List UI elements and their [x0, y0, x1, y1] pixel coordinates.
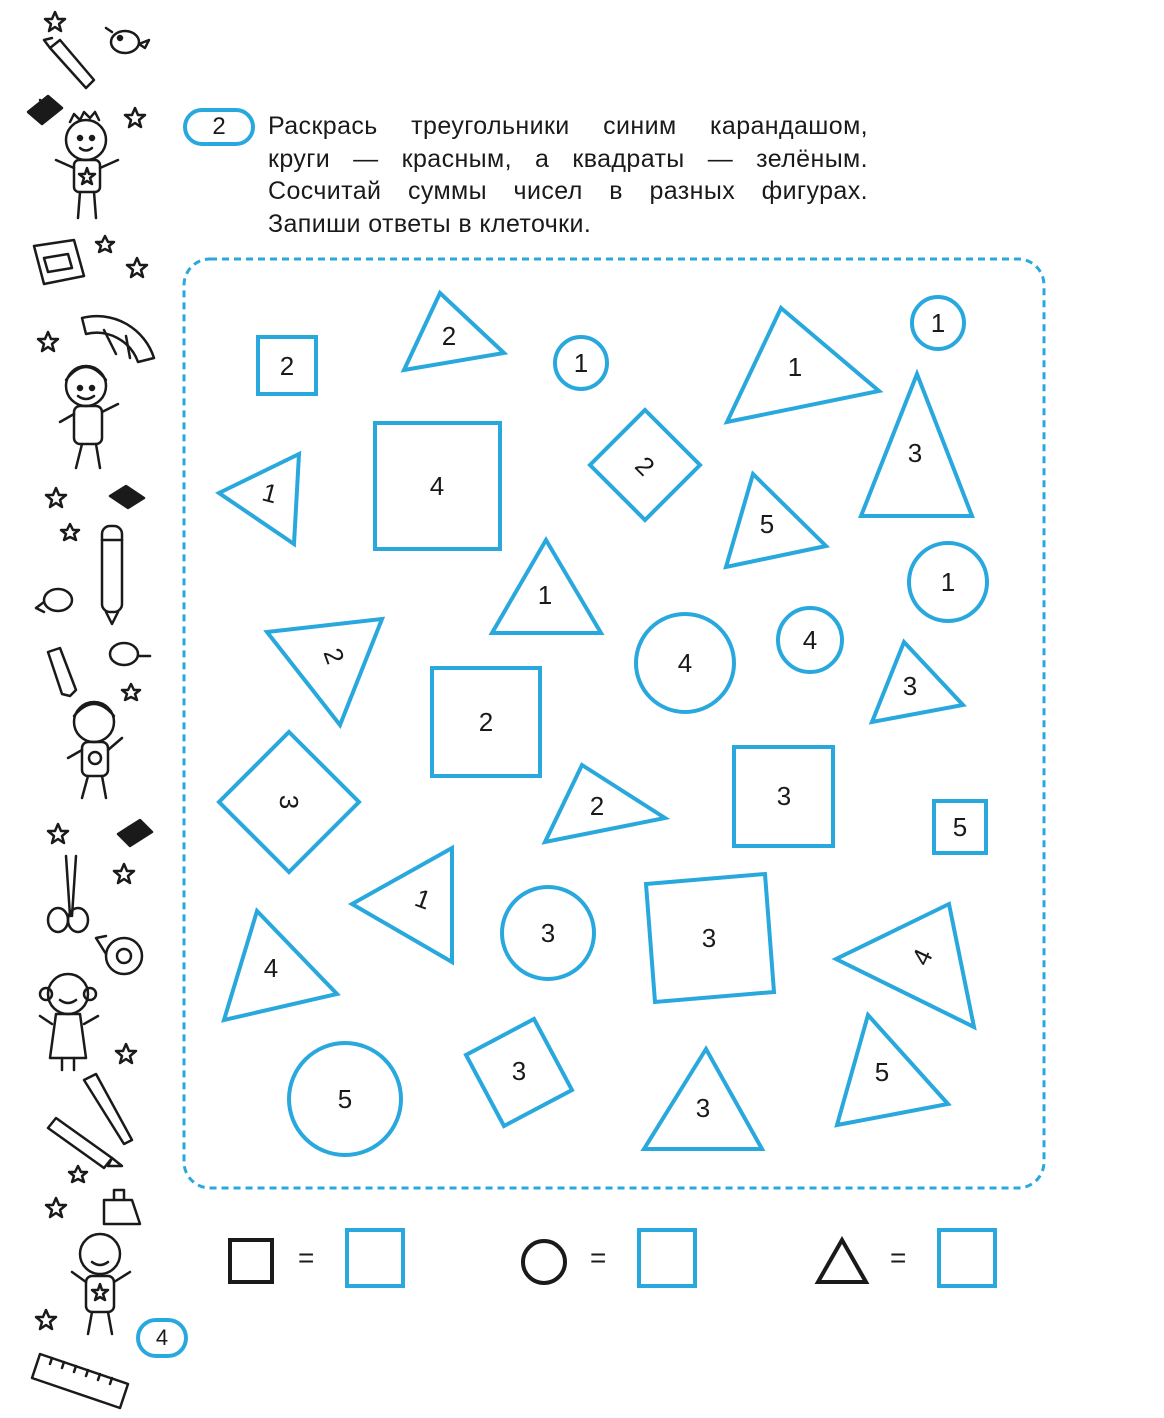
square-number: 3 [511, 1056, 527, 1086]
triangle-outline[interactable] [836, 904, 974, 1027]
circle-shape[interactable] [909, 543, 987, 621]
square-shape[interactable] [258, 337, 316, 394]
page-number-badge: 4 [136, 1318, 188, 1358]
square-sum-answer-box[interactable] [345, 1228, 405, 1288]
triangle-outline[interactable] [352, 848, 452, 962]
triangle-number: 5 [759, 509, 775, 539]
square-shape[interactable] [375, 423, 500, 549]
triangle-outline[interactable] [837, 1015, 948, 1125]
square-icon [228, 1238, 274, 1284]
triangle-shape[interactable] [836, 904, 974, 1027]
square-number: 3 [274, 794, 304, 810]
circle-number: 1 [940, 567, 956, 597]
circle-shape[interactable] [778, 608, 842, 672]
triangle-number: 1 [259, 476, 281, 510]
triangle-shape[interactable] [837, 1015, 948, 1125]
triangle-icon [814, 1236, 870, 1286]
equals-sign: = [590, 1242, 607, 1273]
equals-sign: = [890, 1242, 907, 1273]
triangle-number: 4 [263, 953, 279, 983]
circle-shape[interactable] [912, 297, 964, 349]
triangle-shape[interactable] [492, 540, 601, 633]
square-shape[interactable] [466, 1019, 572, 1126]
circle-shape[interactable] [289, 1043, 401, 1155]
triangle-outline[interactable] [727, 308, 879, 422]
circle-number: 4 [802, 625, 818, 655]
circle-number: 3 [540, 918, 556, 948]
triangle-shape[interactable] [545, 765, 665, 842]
square-number: 2 [478, 707, 494, 737]
equals-sign: = [298, 1242, 315, 1273]
instruction-line: Раскрась треугольники синим карандашом, [268, 112, 868, 140]
triangle-shape[interactable] [404, 293, 504, 370]
instruction-line: круги — красным, а квадраты — зелёным. [268, 144, 868, 173]
square-number: 3 [776, 781, 792, 811]
square-shape[interactable] [219, 732, 359, 872]
circle-shape[interactable] [636, 614, 734, 712]
triangle-outline[interactable] [726, 474, 826, 567]
triangle-number: 4 [905, 944, 939, 970]
triangle-number: 1 [787, 352, 803, 382]
triangle-shape[interactable] [644, 1049, 762, 1149]
square-shape[interactable] [432, 668, 540, 776]
triangle-shape[interactable] [352, 848, 452, 962]
triangle-number: 3 [695, 1093, 711, 1123]
square-number: 2 [279, 351, 295, 381]
square-number: 2 [629, 450, 661, 482]
triangle-outline[interactable] [267, 619, 382, 725]
triangle-shape[interactable] [267, 619, 382, 725]
triangle-number: 1 [537, 580, 553, 610]
triangle-shape[interactable] [224, 911, 337, 1020]
triangle-number: 5 [874, 1057, 890, 1087]
circle-icon [520, 1238, 568, 1286]
triangle-number: 3 [902, 671, 918, 701]
instruction-line: Запиши ответы в клеточки. [268, 209, 592, 238]
triangle-outline[interactable] [545, 765, 665, 842]
triangle-number: 1 [411, 882, 435, 916]
square-number: 3 [701, 923, 717, 953]
circle-number: 4 [677, 648, 693, 678]
square-number: 4 [429, 471, 445, 501]
triangle-shape[interactable] [861, 374, 972, 516]
square-shape[interactable] [590, 410, 700, 520]
triangle-number: 3 [907, 438, 923, 468]
triangle-number: 2 [589, 791, 605, 821]
triangle-shape[interactable] [726, 474, 826, 567]
task-number-badge: 2 [183, 108, 255, 146]
circle-number: 1 [930, 308, 946, 338]
square-number: 5 [952, 812, 968, 842]
triangle-shape[interactable] [872, 642, 963, 722]
triangle-shape[interactable] [219, 454, 299, 544]
square-shape[interactable] [646, 874, 774, 1002]
instruction-line: Сосчитай суммы чисел в разных фигурах. [268, 177, 868, 205]
triangle-outline[interactable] [219, 454, 299, 544]
triangle-shape[interactable] [727, 308, 879, 422]
triangle-outline[interactable] [872, 642, 963, 722]
circle-shape[interactable] [502, 887, 594, 979]
circle-shape[interactable] [555, 337, 607, 389]
circle-number: 1 [573, 348, 589, 378]
triangle-outline[interactable] [224, 911, 337, 1020]
triangle-number: 2 [317, 644, 351, 668]
triangle-number: 2 [441, 321, 457, 351]
triangle-sum-answer-box[interactable] [937, 1228, 997, 1288]
circle-number: 5 [337, 1084, 353, 1114]
square-shape[interactable] [934, 801, 986, 853]
square-shape[interactable] [734, 747, 833, 846]
circle-sum-answer-box[interactable] [637, 1228, 697, 1288]
